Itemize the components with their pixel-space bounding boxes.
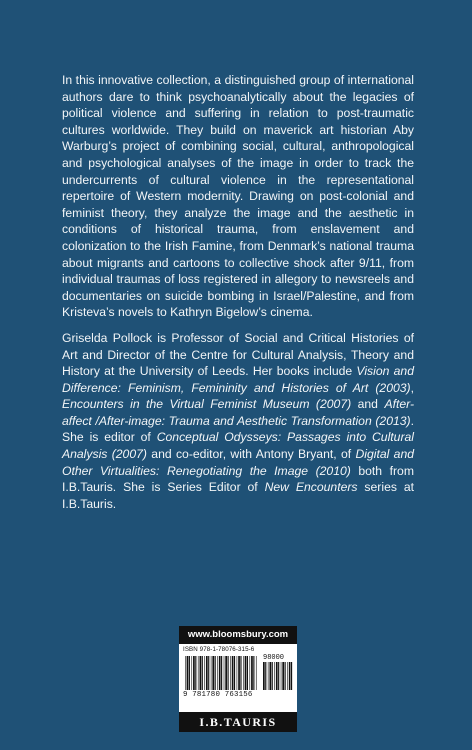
barcode-bar xyxy=(221,656,222,690)
barcode-bar xyxy=(276,662,278,690)
barcode-bar xyxy=(230,656,231,690)
barcode-bar xyxy=(237,656,238,690)
barcode-bar xyxy=(287,662,288,690)
barcode-bar xyxy=(215,656,216,690)
barcode-bar xyxy=(238,656,240,690)
barcode-bar xyxy=(250,656,251,690)
barcode-bar xyxy=(263,662,265,690)
publisher-logo: I.B.TAURIS xyxy=(179,712,297,732)
series-title: New Encounters xyxy=(264,480,358,495)
barcode-bar xyxy=(228,656,229,690)
barcode-bar xyxy=(200,656,202,690)
barcode-bar xyxy=(195,656,196,690)
blurb-paragraph-author-bio xyxy=(62,330,414,513)
book-title: Vision and Difference: Feminism, Femininity and Histories of Art (2003) xyxy=(62,364,414,395)
bio-text: and xyxy=(351,397,385,412)
barcode-bar xyxy=(193,656,195,690)
bio-text: . She is editor of xyxy=(62,413,414,445)
barcode-bar xyxy=(256,656,257,690)
barcode-icon xyxy=(185,656,257,690)
barcode-bar xyxy=(245,656,247,690)
book-title: Encounters in the Virtual Feminist Museum (2007) xyxy=(62,397,352,412)
barcode-bar xyxy=(265,662,266,690)
barcode-bar xyxy=(268,662,269,690)
barcode-bar xyxy=(274,662,275,690)
barcode-bar xyxy=(198,656,199,690)
bio-text: , xyxy=(410,380,414,395)
barcode-bar xyxy=(204,656,205,690)
barcode-bar xyxy=(217,656,218,690)
barcode-bar xyxy=(232,656,234,690)
barcode-bar xyxy=(212,656,214,690)
bio-text: and co-editor, with Antony Bryant, of xyxy=(146,447,356,462)
barcode-bar xyxy=(208,656,209,690)
barcode-bar xyxy=(251,656,253,690)
barcode-bar xyxy=(269,662,271,690)
barcode-bar xyxy=(243,656,244,690)
bio-text: series at I.B.Tauris. xyxy=(62,480,414,511)
barcode-bar xyxy=(240,656,241,690)
barcode-bar xyxy=(187,656,189,690)
bio-text: both from I.B.Tauris. She is Series Editor of xyxy=(62,463,414,495)
barcode-bar xyxy=(289,662,291,690)
isbn-label: ISBN 978-1-78076-315-6 xyxy=(183,646,255,653)
barcode-bar xyxy=(253,656,254,690)
barcode-bar xyxy=(206,656,208,690)
barcode-bar xyxy=(285,662,286,690)
barcode-bar xyxy=(219,656,221,690)
barcode-bar xyxy=(247,656,248,690)
barcode-bar xyxy=(189,656,190,690)
barcode-bar xyxy=(282,662,284,690)
barcode-bar xyxy=(272,662,273,690)
book-title: Conceptual Odysseys: Passages into Cultural Analysis (2007) xyxy=(62,430,415,462)
blurb-paragraph-description: In this innovative collection, a distinguished group of international authors dare to think psychoanalytically about the legacies of political violence and suffering in relation to post-traumatic cultures worldwide. They build on maverick art historian Aby Warburg’s project of combining social, cultural, anthropological and psychological analyses of the image in order to track the undercurrents of cultural violence in the representational repertoire of Western modernity. Drawing on post-colonial and feminist theory, they analyze the image and the aesthetic in conditions of historical trauma, from enslavement and colonization to the Irish Famine, from Denmark’s national trauma about migrants and cartoons to collective shock after 9/11, from individual traumas of loss registered in allegory to newsreels and documentaries on suicide bombing in Israel/Palestine, and from Kristeva’s novels to Kathryn Bigelow’s cinema. xyxy=(62,73,414,320)
barcode-bar xyxy=(234,656,235,690)
book-title: After-affect /After-image: Trauma and Aesthetic Transformation (2013) xyxy=(62,397,415,428)
barcode-bar xyxy=(191,656,192,690)
barcode-bar xyxy=(278,662,279,690)
barcode-bar xyxy=(202,656,203,690)
addon-barcode-icon xyxy=(263,662,293,690)
back-cover-blurb xyxy=(62,72,414,521)
price-addon-number: 98000 xyxy=(263,654,285,662)
bio-text: Griselda Pollock is Professor of Social and Critical Histories of Art and Director of the Centre for Cultural Analysis, Theory and History at the University of Leeds. Her books include xyxy=(62,330,414,379)
book-title: Digital and Other Virtualities: Renegotiating the Image (2010) xyxy=(62,447,415,478)
publisher-url: www.bloomsbury.com xyxy=(179,626,297,644)
barcode-bar xyxy=(185,656,186,690)
barcode-bar xyxy=(281,662,282,690)
barcode-panel xyxy=(179,626,297,732)
barcode-bar xyxy=(291,662,292,690)
barcode-bar xyxy=(225,656,227,690)
barcode-digits: 9 781780 763156 xyxy=(183,691,253,699)
barcode-bar xyxy=(211,656,212,690)
barcode-bar xyxy=(224,656,225,690)
